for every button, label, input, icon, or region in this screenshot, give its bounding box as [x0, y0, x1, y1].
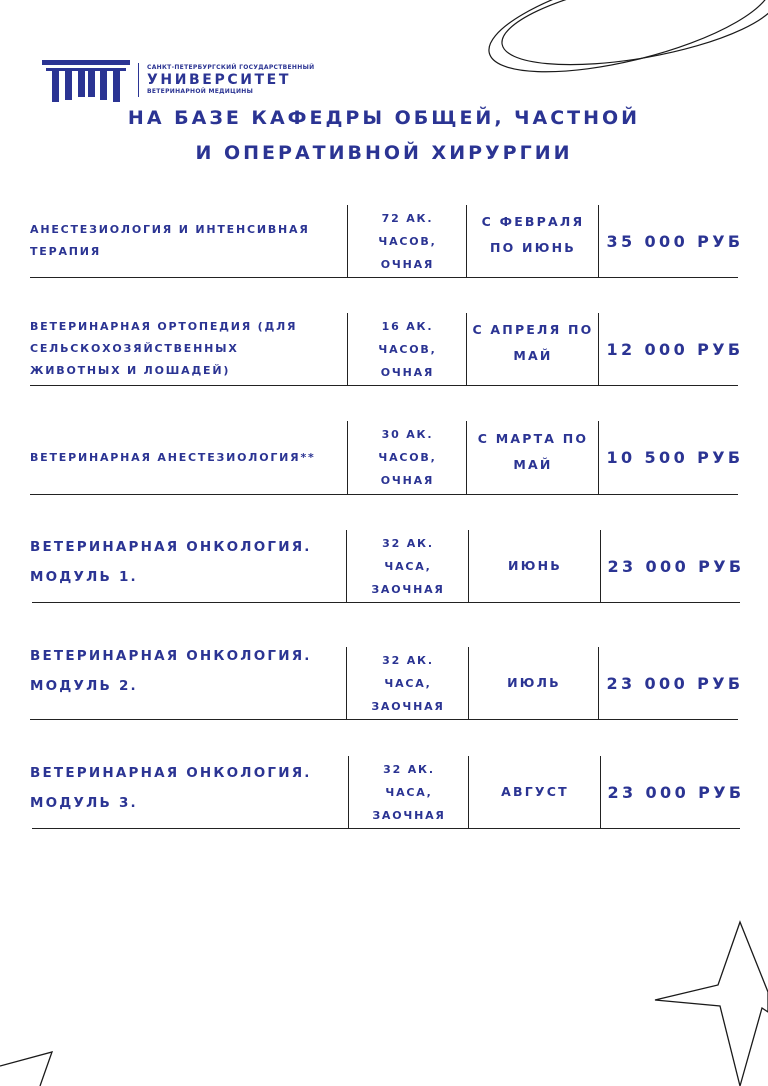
course-name-text: ВЕТЕРИНАРНАЯ ОРТОПЕДИЯ (ДЛЯ СЕЛЬСКОХОЗЯЙСТВЕННЫХ ЖИВОТНЫХ И ЛОШАДЕЙ)	[30, 320, 298, 377]
course-name	[30, 635, 330, 707]
table-row-divider	[30, 385, 738, 386]
course-period-line: АВГУСТ	[501, 784, 569, 799]
course-period-line: МАЙ	[513, 456, 553, 472]
course-period	[470, 647, 598, 719]
course-hours-line: 32 АК.	[382, 536, 434, 550]
course-price-text: 23 000 РУБ	[607, 556, 745, 576]
course-period-line: ПО ИЮНЬ	[490, 240, 576, 255]
table-column-divider	[346, 530, 347, 602]
course-name	[30, 313, 330, 385]
course-period-line: С ФЕВРАЛЯ	[481, 214, 585, 229]
course-price	[600, 313, 750, 385]
course-hours	[348, 530, 468, 602]
table-row-divider	[30, 494, 738, 495]
course-period-line: ИЮНЬ	[508, 558, 562, 573]
course-price-text: 35 000 РУБ	[606, 231, 744, 251]
logo-sup-text: САНКТ-ПЕТЕРБУРГСКИЙ ГОСУДАРСТВЕННЫЙ	[147, 64, 315, 71]
course-hours-line: ЗАОЧНАЯ	[371, 699, 445, 713]
table-column-divider	[466, 205, 467, 277]
table-row	[0, 647, 768, 720]
table-column-divider	[598, 205, 599, 277]
table-row-divider	[32, 828, 740, 829]
course-hours-lines	[378, 207, 436, 276]
logo-divider	[138, 63, 139, 97]
table-column-divider	[348, 756, 349, 828]
table-row-divider	[32, 602, 740, 603]
course-name	[30, 421, 330, 494]
course-price	[600, 205, 750, 277]
course-name-text: ВЕТЕРИНАРНАЯ АНЕСТЕЗИОЛОГИЯ**	[30, 450, 316, 464]
page-title-line-2: И ОПЕРАТИВНОЙ ХИРУРГИИ	[195, 142, 573, 164]
course-period	[470, 530, 600, 602]
course-hours-line: ЧАСА,	[384, 559, 432, 573]
table-column-divider	[598, 421, 599, 494]
course-hours	[349, 205, 466, 277]
course-hours-line: ЧАСОВ,	[378, 234, 437, 248]
course-period-lines	[472, 317, 593, 369]
course-price	[600, 421, 750, 494]
table-column-divider	[346, 647, 347, 719]
course-hours	[348, 647, 468, 719]
course-name-text: ВЕТЕРИНАРНАЯ ОНКОЛОГИЯ. МОДУЛЬ 2.	[30, 648, 312, 694]
table-column-divider	[600, 530, 601, 602]
course-hours-lines	[371, 649, 444, 718]
course-hours-lines	[378, 315, 436, 384]
table-column-divider	[466, 421, 467, 494]
logo-sub-text: ВЕТЕРИНАРНОЙ МЕДИЦИНЫ	[147, 88, 254, 95]
course-period-line: С МАРТА ПО	[477, 430, 589, 446]
course-name-text: ВЕТЕРИНАРНАЯ ОНКОЛОГИЯ. МОДУЛЬ 3.	[30, 765, 312, 811]
table-column-divider	[347, 205, 348, 277]
course-hours-line: ЧАСА,	[385, 785, 433, 799]
logo-text	[147, 65, 314, 95]
table-row-divider	[30, 719, 738, 720]
course-hours-line: 16 АК.	[381, 319, 434, 333]
table-row	[0, 530, 768, 603]
course-hours-line: 30 АК.	[381, 428, 434, 441]
course-price-text: 23 000 РУБ	[606, 673, 744, 693]
table-column-divider	[347, 421, 348, 494]
table-row	[0, 313, 768, 386]
table-row	[0, 421, 768, 495]
course-price	[602, 530, 750, 602]
course-period	[470, 756, 600, 828]
course-hours-line: ЧАСА,	[384, 676, 432, 690]
course-period-lines	[482, 209, 585, 261]
columns-logo-icon	[40, 58, 132, 102]
course-name-text: АНЕСТЕЗИОЛОГИЯ И ИНТЕНСИВНАЯ ТЕРАПИЯ	[30, 223, 310, 258]
course-hours-lines	[372, 758, 445, 827]
course-hours	[349, 421, 466, 494]
table-row	[0, 205, 768, 278]
course-period-line: С АПРЕЛЯ ПО	[472, 322, 594, 337]
course-hours-line: 72 АК.	[381, 211, 434, 225]
course-hours	[350, 756, 468, 828]
course-hours-line: ОЧНАЯ	[380, 257, 435, 271]
course-price-text: 10 500 РУБ	[606, 448, 744, 467]
course-period	[468, 307, 598, 379]
table-column-divider	[598, 313, 599, 385]
university-logo	[40, 58, 314, 102]
course-price	[602, 756, 750, 828]
course-period	[468, 199, 598, 271]
course-name	[30, 205, 330, 277]
course-hours-lines	[378, 423, 436, 492]
course-price-text: 12 000 РУБ	[606, 339, 744, 359]
table-column-divider	[468, 756, 469, 828]
table-row-divider	[30, 277, 738, 278]
table-column-divider	[347, 313, 348, 385]
course-period	[468, 415, 598, 488]
course-period-line: МАЙ	[513, 348, 553, 363]
course-period-lines	[501, 779, 569, 805]
logo-main-text: УНИВЕРСИТЕТ	[147, 72, 291, 88]
course-hours-line: ЗАОЧНАЯ	[371, 582, 445, 596]
course-name	[30, 526, 330, 598]
course-hours-line: ЧАСОВ,	[378, 342, 437, 356]
course-period-lines	[508, 553, 562, 579]
table-column-divider	[600, 756, 601, 828]
course-period-lines	[507, 670, 561, 696]
page-title-line-1: НА БАЗЕ КАФЕДРЫ ОБЩЕЙ, ЧАСТНОЙ	[127, 107, 641, 129]
course-name-text: ВЕТЕРИНАРНАЯ ОНКОЛОГИЯ. МОДУЛЬ 1.	[30, 539, 312, 585]
table-row	[0, 756, 768, 829]
course-period-line: ИЮЛЬ	[507, 675, 561, 690]
course-hours-line: ЗАОЧНАЯ	[372, 808, 446, 822]
course-hours	[349, 313, 466, 385]
course-hours-lines	[371, 532, 444, 601]
course-price-text: 23 000 РУБ	[607, 782, 745, 802]
course-hours-line: 32 АК.	[383, 762, 435, 776]
table-column-divider	[468, 647, 469, 719]
course-hours-line: 32 АК.	[382, 653, 434, 667]
course-price	[600, 647, 750, 719]
course-name	[30, 752, 330, 824]
course-hours-line: ОЧНАЯ	[380, 365, 435, 379]
course-hours-line: ОЧНАЯ	[380, 474, 435, 487]
course-hours-line: ЧАСОВ,	[378, 451, 437, 464]
table-column-divider	[466, 313, 467, 385]
table-column-divider	[598, 647, 599, 719]
course-period-lines	[478, 426, 588, 478]
table-column-divider	[468, 530, 469, 602]
